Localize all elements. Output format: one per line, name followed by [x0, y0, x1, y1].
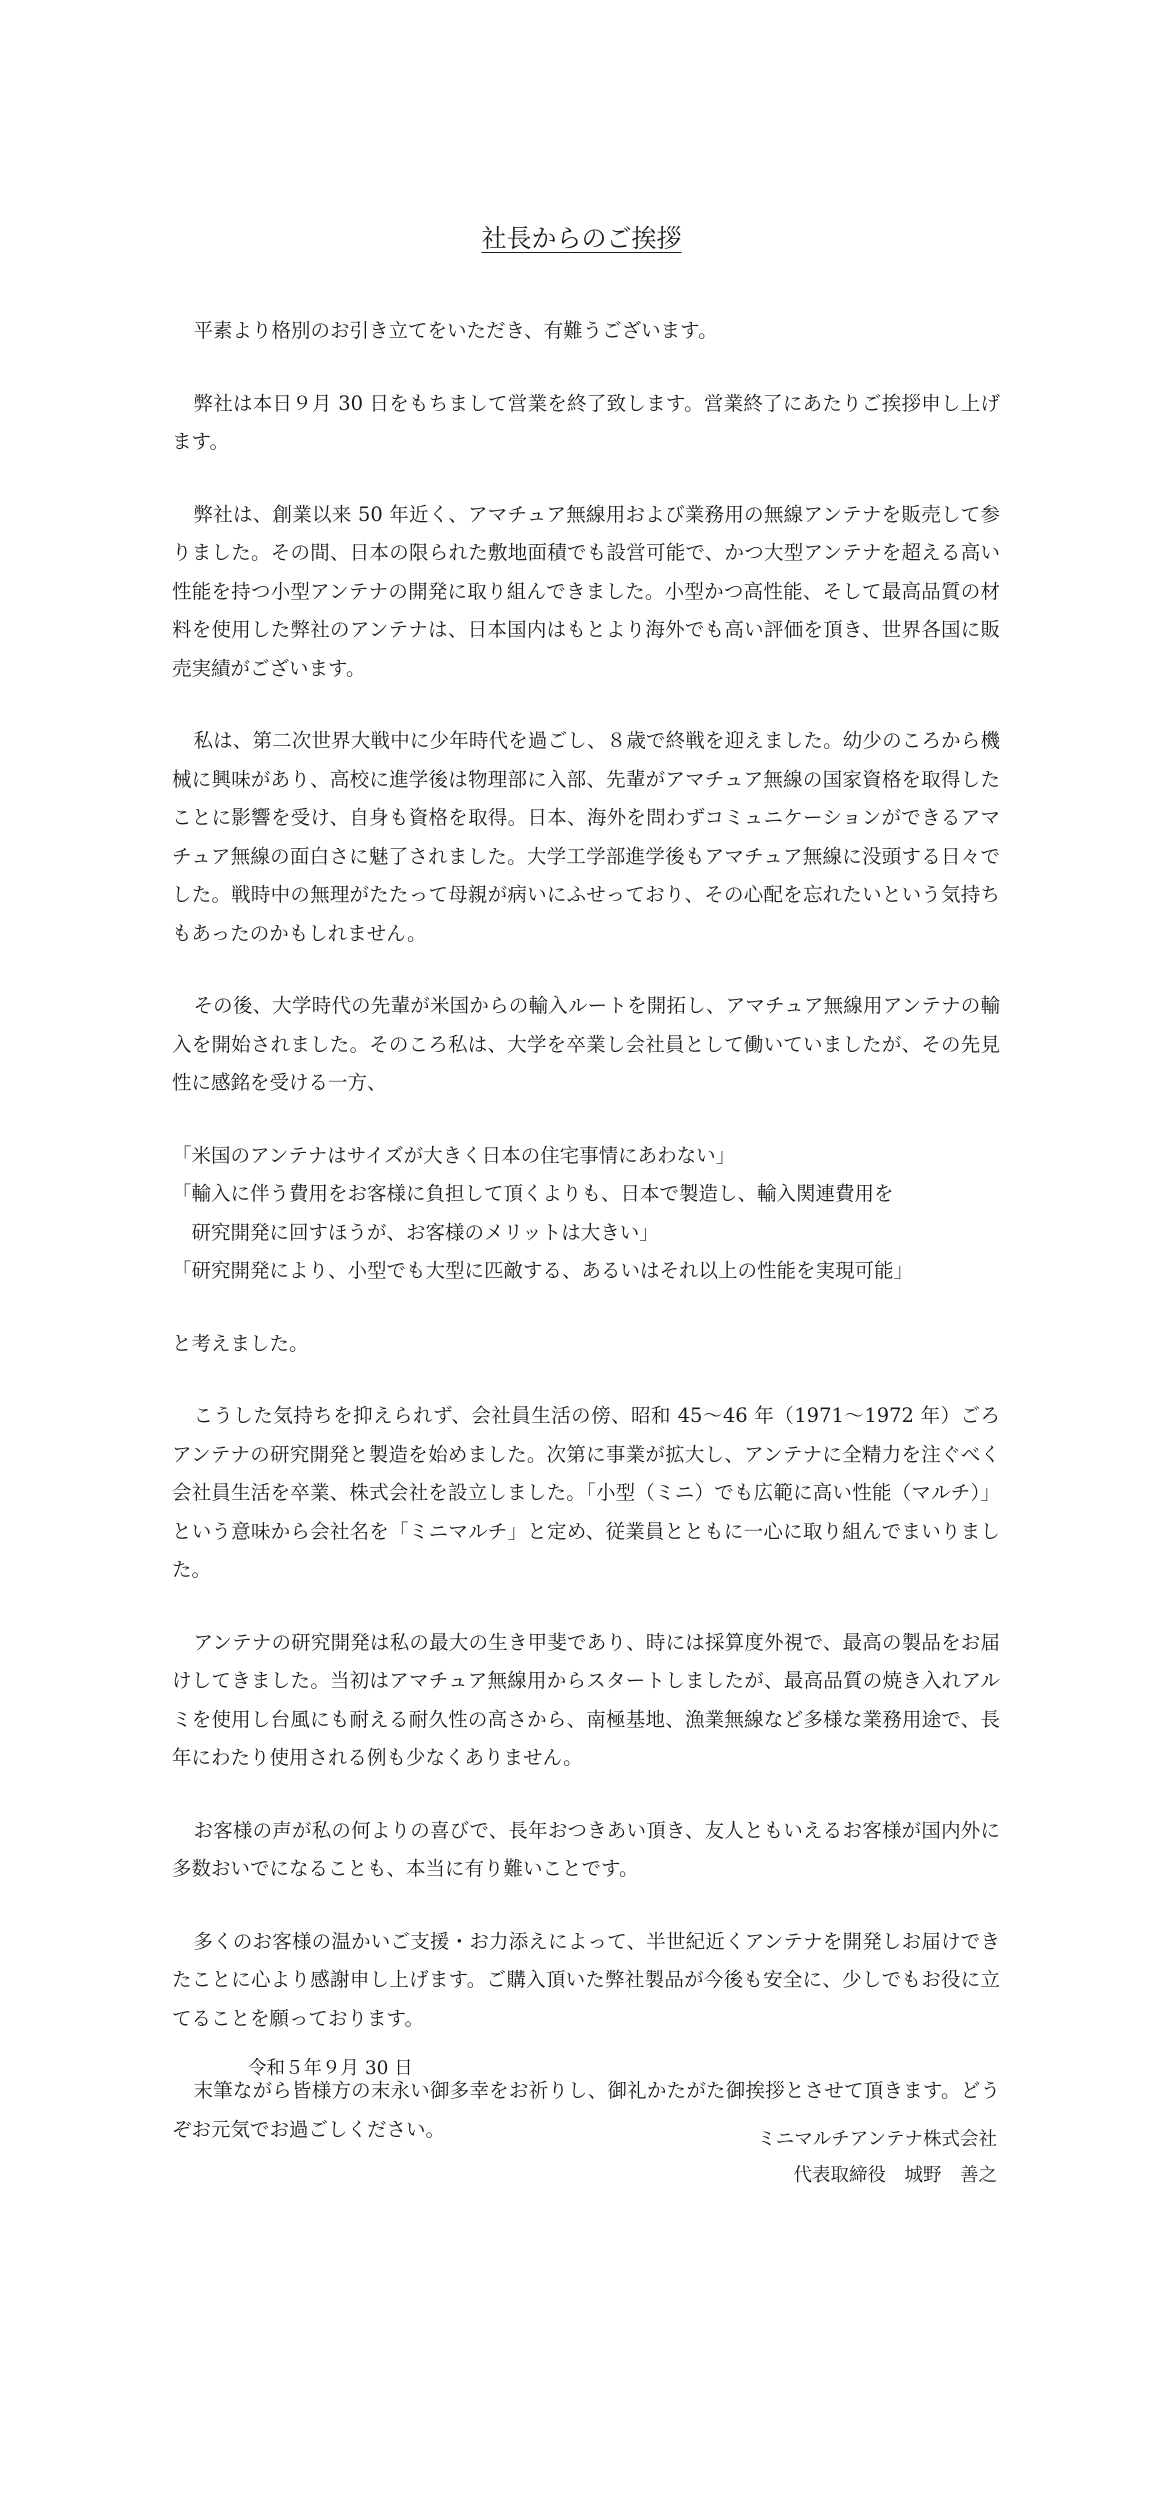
paragraph-greeting: 平素より格別のお引き立てをいただき、有難うございます。 — [193, 319, 718, 342]
paragraph-conclusion: と考えました。 — [172, 1331, 309, 1355]
paragraph-personal-history: 私は、第二次世界大戦中に少年時代を過ごし、８歳で終戦を迎えました。幼少のころから機械に興味があり、高校に進学後は物理部に入部、先輩がアマチュア無線の国家資格を取得したことに影響を受け、自身も資格を取得。日本、海外を問わずコミュニケーションができるアマチュア無線の面白さに魅了されました。大学工学部進学後もアマチュア無線に没頭する日々でした。戦時中の無理がたたって母親が病いにふせっており、その心配を忘れたいという気持ちもあったのかもしれません。 — [172, 729, 1000, 945]
letter-date: 令和５年９月 30 日 — [248, 2058, 413, 2079]
quote-list — [172, 1137, 1000, 1291]
quote-item: 「米国のアンテナはサイズが大きく日本の住宅事情にあわない」 — [172, 1143, 736, 1167]
title-text: 社長からのご挨拶 — [481, 224, 682, 253]
paragraph-company-history: 弊社は、創業以来 50 年近く、アマチュア無線用および業務用の無線アンテナを販売して参りました。その間、日本の限られた敷地面積でも設営可能で、かつ大型アンテナを超える高い性能を持つ小型アンテナの開発に取り組んできました。小型かつ高性能、そして最高品質の材料を使用した弊社のアンテナは、日本国内はもとより海外でも高い評価を頂き、世界各国に販売実績がございます。 — [172, 502, 1000, 680]
paragraph-customers: お客様の声が私の何よりの喜びで、長年おつきあい頂き、友人ともいえるお客様が国内外に多数おいでになることも、本当に有り難いことです。 — [172, 1818, 1000, 1880]
paragraph-thanks: 多くのお客様の温かいご支援・お力添えによって、半世紀近くアンテナを開発しお届けできたことに心より感謝申し上げます。ご購入頂いた弊社製品が今後も安全に、少しでもお役に立てることを願っております。 — [172, 1929, 1000, 2030]
signer-name: 代表取締役 城野 善之 — [793, 2165, 997, 2186]
company-name: ミニマルチアンテナ株式会社 — [757, 2129, 997, 2150]
quote-item: 「研究開発により、小型でも大型に匹敵する、あるいはそれ以上の性能を実現可能」 — [172, 1259, 914, 1282]
paragraph-farewell: 末筆ながら皆様方の末永い御多幸をお祈りし、御礼かたがた御挨拶とさせて頂きます。どうぞお元気でお過ごしください。 — [172, 2079, 1000, 2141]
letter-body — [172, 312, 1000, 2183]
page-title — [0, 222, 1163, 256]
paragraph-closing-notice: 弊社は本日９月 30 日をもちまして営業を終了致します。営業終了にあたりご挨拶申し上げます。 — [172, 391, 1000, 453]
paragraph-import-start: その後、大学時代の先輩が米国からの輸入ルートを開拓し、アマチュア無線用アンテナの輸入を開始されました。そのころ私は、大学を卒業し会社員として働いていましたが、その先見性に感銘を受ける一方、 — [172, 994, 1000, 1094]
signature-block — [757, 2122, 997, 2194]
paragraph-development: アンテナの研究開発は私の最大の生き甲斐であり、時には採算度外視で、最高の製品をお届けしてきました。当初はアマチュア無線用からスタートしましたが、最高品質の焼き入れアルミを使用し台風にも耐える耐久性の高さから、南極基地、漁業無線など多様な業務用途で、長年にわたり使用される例も少なくありません。 — [172, 1630, 1000, 1769]
quote-item: 「輸入に伴う費用をお客様に負担して頂くよりも、日本で製造し、輸入関連費用を 研究開発に回すほうが、お客様のメリットは大きい」 — [172, 1182, 894, 1244]
paragraph-founding: こうした気持ちを抑えられず、会社員生活の傍、昭和 45〜46 年（1971〜1972 年）ごろアンテナの研究開発と製造を始めました。次第に事業が拡大し、アンテナに全精力を注ぐべく会社員生活を卒業、株式会社を設立しました。「小型（ミニ）でも広範に高い性能（マルチ）」という意味から会社名を「ミニマルチ」と定め、従業員とともに一心に取り組んでまいりました。 — [172, 1404, 1000, 1581]
